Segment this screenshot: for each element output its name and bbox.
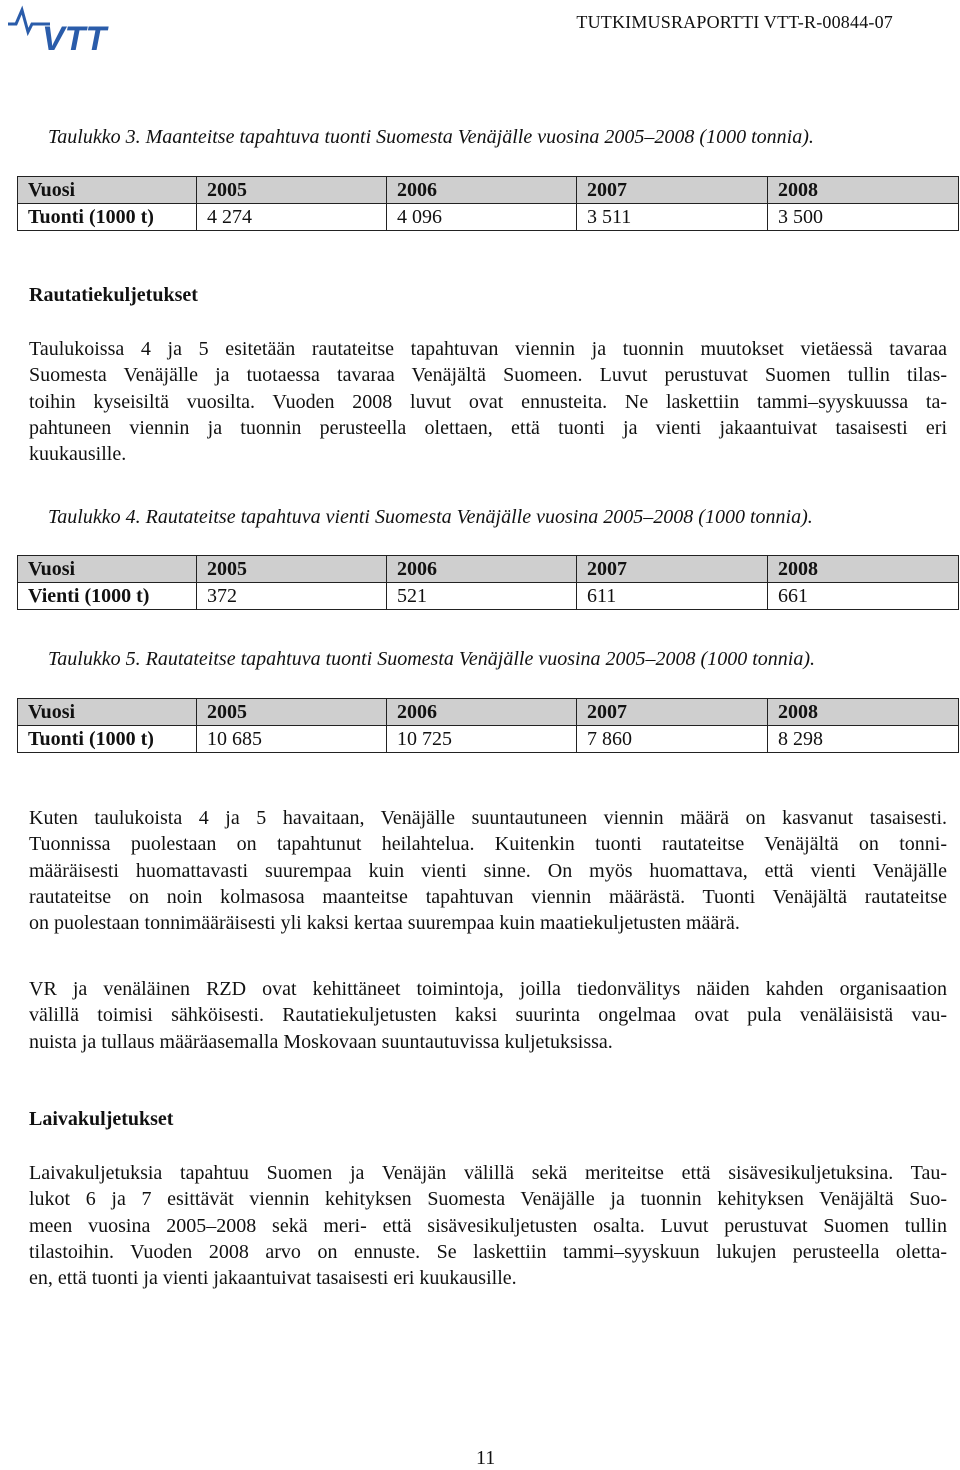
text-line: Suomesta Venäjälle ja tuotaessa tavaraa Venäjältä Suomeen. Luvut perustuvat Suomen tullin tilas- (29, 364, 947, 387)
table5-caption: Taulukko 5. Rautateitse tapahtuva tuonti Suomesta Venäjälle vuosina 2005–2008 (1000 tonnia). (48, 648, 815, 670)
section-heading-rail: Rautatiekuljetukset (29, 284, 198, 306)
table-header-cell: 2005 (197, 177, 387, 204)
table-header-cell: 2006 (387, 699, 577, 726)
table3-caption: Taulukko 3. Maanteitse tapahtuva tuonti Suomesta Venäjälle vuosina 2005–2008 (1000 tonnia). (48, 126, 814, 148)
table-row (18, 204, 959, 231)
table-cell: 8 298 (768, 726, 959, 753)
text-line: Taulukoissa 4 ja 5 esitetään rautateitse tapahtuvan viennin ja tuonnin muutokset vietäessä tavaraa (29, 338, 947, 360)
table-cell: Vienti (1000 t) (18, 583, 197, 610)
table3 (17, 176, 959, 231)
text-line: en, että tuonti ja vienti jakaantuivat tasaisesti eri kuukausille. (29, 1267, 517, 1290)
table-cell: Tuonti (1000 t) (18, 726, 197, 753)
text-line: pahtuneen viennin ja tuonnin perusteella olettaen, että tuonti ja vienti jakaantuivat tasaisesti eri (29, 416, 947, 439)
text-line: määräisesti huomattavasti suurempaa kuin vienti sinne. On myös huomattava, että vienti Venäjälle (29, 859, 947, 882)
text-line: nuista ja tullaus määräasemalla Moskovaan suuntautuvissa kuljetuksissa. (29, 1030, 613, 1053)
text-line: on puolestaan tonnimääräisesti yli kaksi kertaa suurempaa kuin maatiekuljetusten määrä. (29, 912, 740, 935)
table-cell: Tuonti (1000 t) (18, 204, 197, 231)
table-cell: 4 274 (197, 204, 387, 231)
text-line: Laivakuljetuksia tapahtuu Suomen ja Venäjän välillä sekä meriteitse että sisävesikuljetuksina. Tau- (29, 1162, 947, 1184)
table-header-cell: 2007 (577, 556, 768, 583)
svg-text:VTT: VTT (42, 20, 107, 54)
text-line: välillä toimisi sähköisesti. Rautatiekuljetusten kaksi suurinta ongelmaa ovat pula venäläisistä vau- (29, 1004, 947, 1027)
analysis-paragraph (29, 805, 947, 936)
text-line: rautateitse on noin kolmasosa maanteitse tapahtuvan viennin määrästä. Tuonti Venäjältä rautateitse (29, 885, 947, 908)
table-header-cell: 2007 (577, 177, 768, 204)
table-header-cell: 2005 (197, 556, 387, 583)
table-header-cell: 2008 (768, 556, 959, 583)
table-header-cell: Vuosi (18, 699, 197, 726)
table-cell: 10 725 (387, 726, 577, 753)
table-header-cell: 2007 (577, 699, 768, 726)
ship-paragraph (29, 1160, 947, 1291)
table-cell: 4 096 (387, 204, 577, 231)
table-cell: 521 (387, 583, 577, 610)
text-line: Tuonnissa puolestaan on tapahtunut heilahtelua. Kuitenkin tuonti rautateitse Venäjältä on tonni- (29, 833, 947, 856)
table-cell: 611 (577, 583, 768, 610)
table4-caption: Taulukko 4. Rautateitse tapahtuva vienti Suomesta Venäjälle vuosina 2005–2008 (1000 tonnia). (48, 506, 813, 528)
table-cell: 661 (768, 583, 959, 610)
table-cell: 3 500 (768, 204, 959, 231)
table-header-cell: Vuosi (18, 177, 197, 204)
table4 (17, 555, 959, 610)
table-header-row (18, 177, 959, 204)
table-header-row (18, 699, 959, 726)
text-line: Kuten taulukoista 4 ja 5 havaitaan, Venäjälle suuntautuneen viennin määrä on kasvanut tasaisesti. (29, 807, 947, 829)
text-line: tilastoihin. Vuoden 2008 arvo on ennuste. Se laskettiin tammi–syyskuun lukujen perusteella oletta- (29, 1240, 947, 1263)
section-heading-ship: Laivakuljetukset (29, 1108, 174, 1130)
table-cell: 7 860 (577, 726, 768, 753)
table-cell: 3 511 (577, 204, 768, 231)
report-id: TUTKIMUSRAPORTTI VTT-R-00844-07 (576, 12, 893, 32)
table-header-cell: 2008 (768, 177, 959, 204)
table-header-row (18, 556, 959, 583)
table-header-cell: Vuosi (18, 556, 197, 583)
table-row (18, 583, 959, 610)
vtt-logo (6, 2, 151, 54)
table-cell: 10 685 (197, 726, 387, 753)
table-header-cell: 2006 (387, 177, 577, 204)
rzd-paragraph (29, 976, 947, 1055)
text-line: meen vuosina 2005–2008 sekä meri- että sisävesikuljetusten osalta. Luvut perustuvat Suomen tullin (29, 1214, 947, 1237)
text-line: toihin kyseisiltä vuosilta. Vuoden 2008 luvut ovat ennusteita. Ne laskettiin tammi–syyskuussa ta- (29, 390, 947, 413)
table-header-cell: 2005 (197, 699, 387, 726)
table-header-cell: 2006 (387, 556, 577, 583)
text-line: VR ja venäläinen RZD ovat kehittäneet toimintoja, joilla tiedonvälitys näiden kahden organisaation (29, 978, 947, 1000)
text-line: kuukausille. (29, 443, 127, 466)
text-line: lukot 6 ja 7 esittävät viennin kehityksen Suomesta Venäjälle ja tuonnin kehityksen Venäjältä Suo- (29, 1188, 947, 1211)
table-row (18, 726, 959, 753)
table-header-cell: 2008 (768, 699, 959, 726)
table5 (17, 698, 959, 753)
rail-paragraph (29, 336, 947, 467)
table-cell: 372 (197, 583, 387, 610)
page-number: 11 (476, 1447, 496, 1469)
